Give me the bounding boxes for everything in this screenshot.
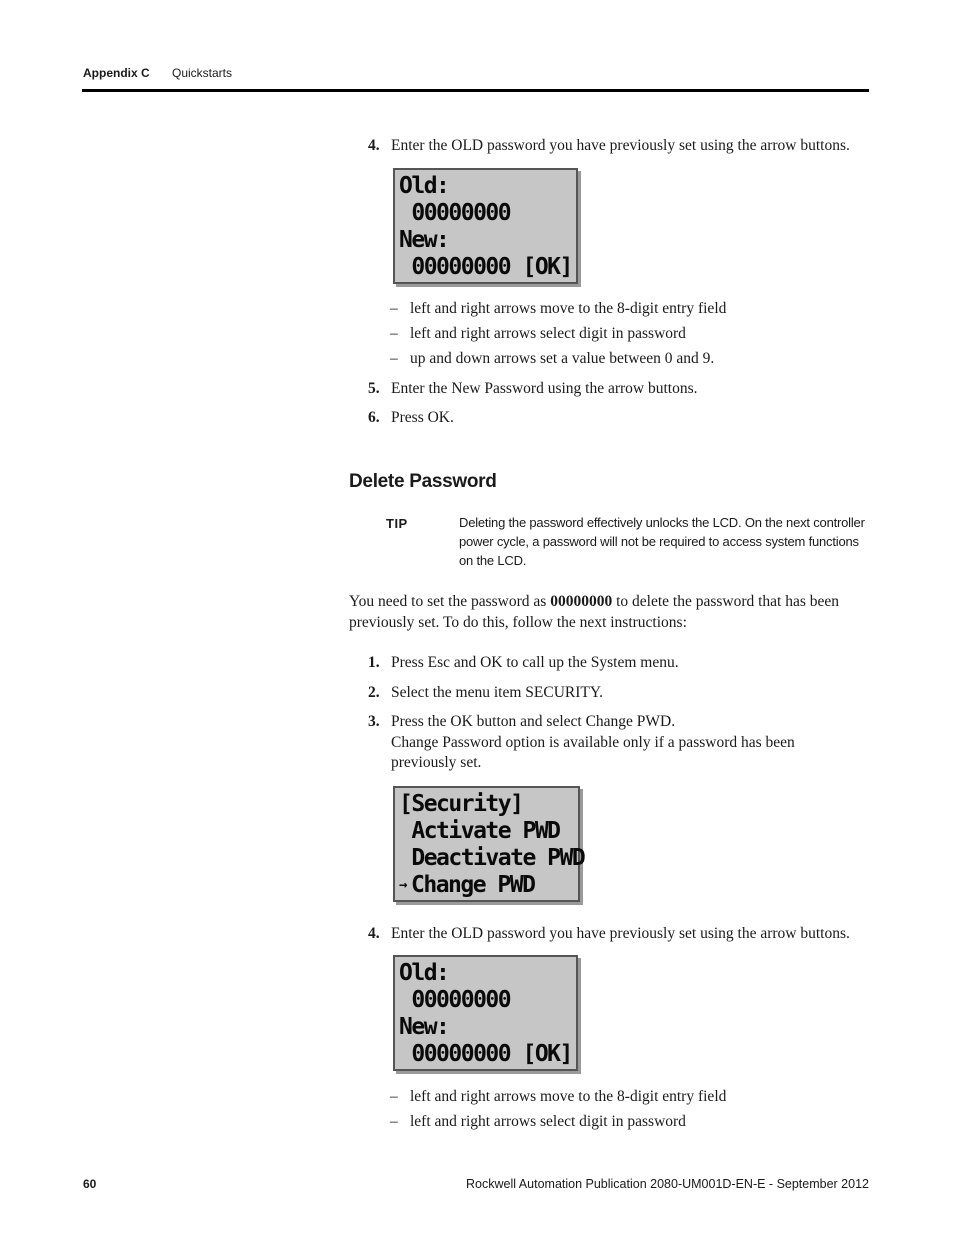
- lcd-password-screen: [393, 955, 578, 1071]
- lcd-line: 00000000: [399, 200, 511, 226]
- step-text: Select the menu item SECURITY.: [391, 684, 603, 701]
- step-4-old-password: [368, 136, 878, 156]
- lcd-line: Old:: [399, 173, 449, 199]
- lcd-line: Activate PWD: [399, 818, 560, 844]
- lcd-line: Old:: [399, 960, 449, 986]
- lcd-line: New:: [399, 1014, 449, 1040]
- bullet-item: – up and down arrows set a value between 0 and 9.: [390, 350, 715, 367]
- publication-info: Rockwell Automation Publication 2080-UM001D-EN-E - September 2012: [466, 1177, 869, 1191]
- step-text: Press Esc and OK to call up the System menu.: [391, 654, 679, 671]
- step-3-change-pwd: [368, 712, 878, 732]
- lcd-line: Deactivate PWD: [399, 845, 585, 871]
- lcd-line-selected: → Change PWD: [399, 872, 535, 898]
- body-paragraph: You need to set the password as 00000000 to delete the password that has been: [349, 593, 840, 610]
- arrow-right-icon: →: [399, 877, 408, 893]
- lcd-line: [Security]: [399, 791, 523, 817]
- step-number: 4.: [368, 137, 380, 154]
- step-1-system-menu: [368, 653, 878, 673]
- tip-label: TIP: [386, 516, 408, 531]
- tip-text: Deleting the password effectively unlocks the LCD. On the next controller: [459, 515, 865, 530]
- step-text: Enter the New Password using the arrow buttons.: [391, 380, 698, 397]
- lcd-line: 00000000 [OK]: [399, 1041, 572, 1067]
- step-number: 6.: [368, 409, 380, 426]
- step-text: Press the OK button and select Change PWD.: [391, 713, 676, 730]
- default-password-value: 00000000: [550, 593, 613, 610]
- step-number: 3.: [368, 713, 380, 730]
- step-text: Enter the OLD password you have previously set using the arrow buttons.: [391, 925, 850, 942]
- lcd-line: 00000000 [OK]: [399, 254, 572, 280]
- lcd-security-screen: [393, 786, 585, 902]
- step-6-press-ok: [368, 408, 878, 428]
- running-header-section: Appendix C: [83, 66, 150, 80]
- bullet-item: – left and right arrows move to the 8-digit entry field: [390, 300, 727, 317]
- step-text: Enter the OLD password you have previously set using the arrow buttons.: [391, 137, 850, 154]
- body-paragraph-continued: previously set. To do this, follow the next instructions:: [349, 614, 687, 631]
- step-5-new-password: [368, 379, 878, 399]
- lcd-password-screen: [393, 168, 578, 284]
- header-rule: [82, 89, 869, 92]
- step-note: previously set.: [391, 754, 482, 771]
- bullet-item: – left and right arrows select digit in password: [390, 325, 686, 342]
- page-number: 60: [83, 1177, 97, 1191]
- lcd-line: 00000000: [399, 987, 511, 1013]
- step-number: 2.: [368, 684, 380, 701]
- step-number: 4.: [368, 925, 380, 942]
- running-header-chapter: Quickstarts: [172, 66, 233, 80]
- section-heading-delete-password: Delete Password: [349, 471, 497, 492]
- bullet-item: – left and right arrows move to the 8-digit entry field: [390, 1088, 727, 1105]
- lcd-line: New:: [399, 227, 449, 253]
- step-4-old-password: [368, 924, 878, 944]
- tip-text: power cycle, a password will not be required to access system functions: [459, 534, 859, 549]
- step-2-security: [368, 683, 878, 703]
- tip-text: on the LCD.: [459, 553, 527, 568]
- step-number: 1.: [368, 654, 380, 671]
- bullet-item: – left and right arrows select digit in password: [390, 1113, 686, 1130]
- step-text: Press OK.: [391, 409, 454, 426]
- step-note: Change Password option is available only if a password has been: [391, 734, 795, 751]
- step-number: 5.: [368, 380, 380, 397]
